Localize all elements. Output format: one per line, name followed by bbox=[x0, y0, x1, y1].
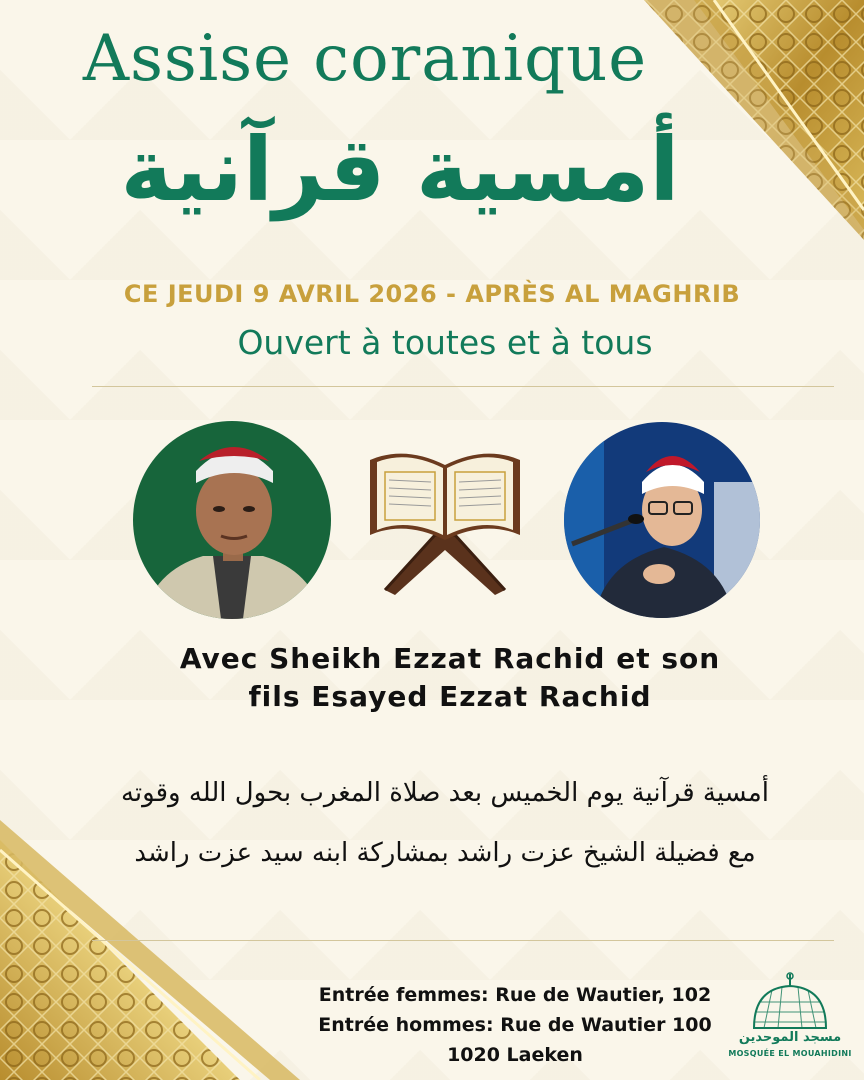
arabic-line-2: مع فضيلة الشيخ عزت راشد بمشاركة ابنه سيد عزت راشد bbox=[134, 838, 756, 868]
son-portrait bbox=[564, 422, 760, 618]
logo-arabic-name: مسجد الموحدين bbox=[738, 1030, 842, 1045]
event-date: CE JEUDI 9 AVRIL 2026 - APRÈS AL MAGHRIB bbox=[123, 280, 741, 308]
speakers-line-1: Avec Sheikh Ezzat Rachid et son bbox=[179, 642, 721, 675]
address-men: Entrée hommes: Rue de Wautier 100 bbox=[318, 1014, 712, 1036]
mosque-logo-icon bbox=[742, 972, 838, 1030]
open-to-all: Ouvert à toutes et à tous bbox=[237, 323, 653, 362]
quran-book-icon bbox=[355, 440, 535, 600]
logo-latin-name: MOSQUÉE EL MOUAHIDINI bbox=[728, 1049, 852, 1058]
speakers-text bbox=[100, 640, 800, 716]
address-women: Entrée femmes: Rue de Wautier, 102 bbox=[318, 984, 712, 1006]
title-french: Assise coranique bbox=[82, 22, 648, 96]
divider-top bbox=[92, 386, 834, 387]
address-city: 1020 Laeken bbox=[447, 1044, 583, 1066]
sheikh-portrait bbox=[133, 421, 331, 619]
arabic-line-1: أمسية قرآنية يوم الخميس بعد صلاة المغرب بحول الله وقوته bbox=[120, 778, 770, 808]
speakers-line-2: fils Esayed Ezzat Rachid bbox=[248, 680, 652, 713]
title-arabic: أمسية قرآنية bbox=[120, 118, 680, 221]
divider-bottom bbox=[92, 940, 834, 941]
